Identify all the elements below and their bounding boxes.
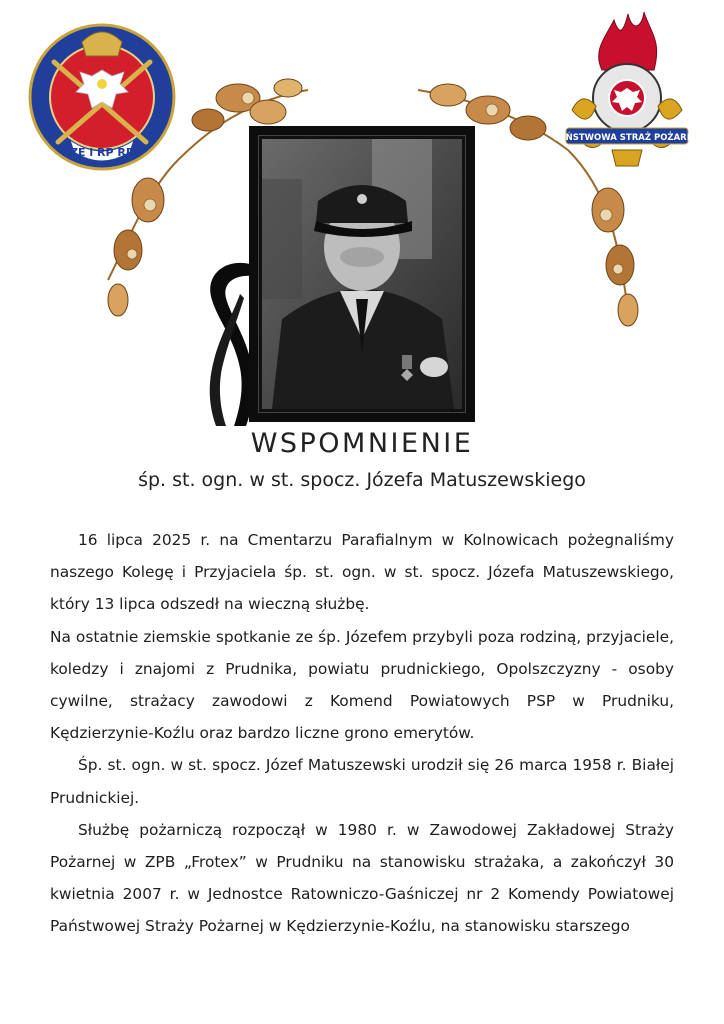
- memorial-text: [50, 524, 674, 943]
- portrait-frame: [249, 126, 475, 422]
- paragraph: Służbę pożarniczą rozpoczął w 1980 r. w Zawodowej Zakładowej Straży Pożarnej w ZPB „Frotex” w Prudniku na stanowisku strażaka, a zakończył 30 kwietnia 2007 r. w Jednostce Ratowniczo-Gaśniczej nr 2 Komendy Powiatowej Państwowej Straży Pożarnej w Kędzierzynie-Koźlu, na stanowisku starszego: [50, 820, 674, 936]
- state-fire-service-emblem: [553, 10, 701, 170]
- union-emblem-logo: [26, 22, 182, 172]
- paragraph: Na ostatnie ziemskie spotkanie ze śp. Józefem przybyli poza rodziną, przyjaciele, koledzy i znajomi z Prudnika, powiatu prudnickiego, Opolszczyzny - osoby cywilne, strażacy zawodowi z Komend Powiatowych PSP w Prudniku, Kędzierzynie-Koźlu oraz bardzo liczne grono emerytów.: [50, 627, 674, 743]
- paragraph: Śp. st. ogn. w st. spocz. Józef Matuszewski urodził się 26 marca 1958 r. Białej Prudnickiej.: [50, 756, 674, 807]
- portrait-image: [262, 139, 462, 409]
- portrait-photo: [262, 139, 462, 409]
- page-subtitle: śp. st. ogn. w st. spocz. Józefa Matuszewskiego: [138, 469, 586, 491]
- page-title: WSPOMNIENIE: [250, 428, 474, 459]
- emblem-left-text: ZE i RP RP: [70, 146, 134, 159]
- paragraph: 16 lipca 2025 r. na Cmentarzu Parafialnym w Kolnowicach pożegnaliśmy naszego Kolegę i Przyjaciela śp. st. ogn. w st. spocz. Józefa Matuszewskiego, który 13 lipca odszedł na wieczną służbę.: [50, 531, 674, 614]
- emblem-right-text: PAŃSTWOWA STRAŻ POŻARNA: [553, 133, 701, 143]
